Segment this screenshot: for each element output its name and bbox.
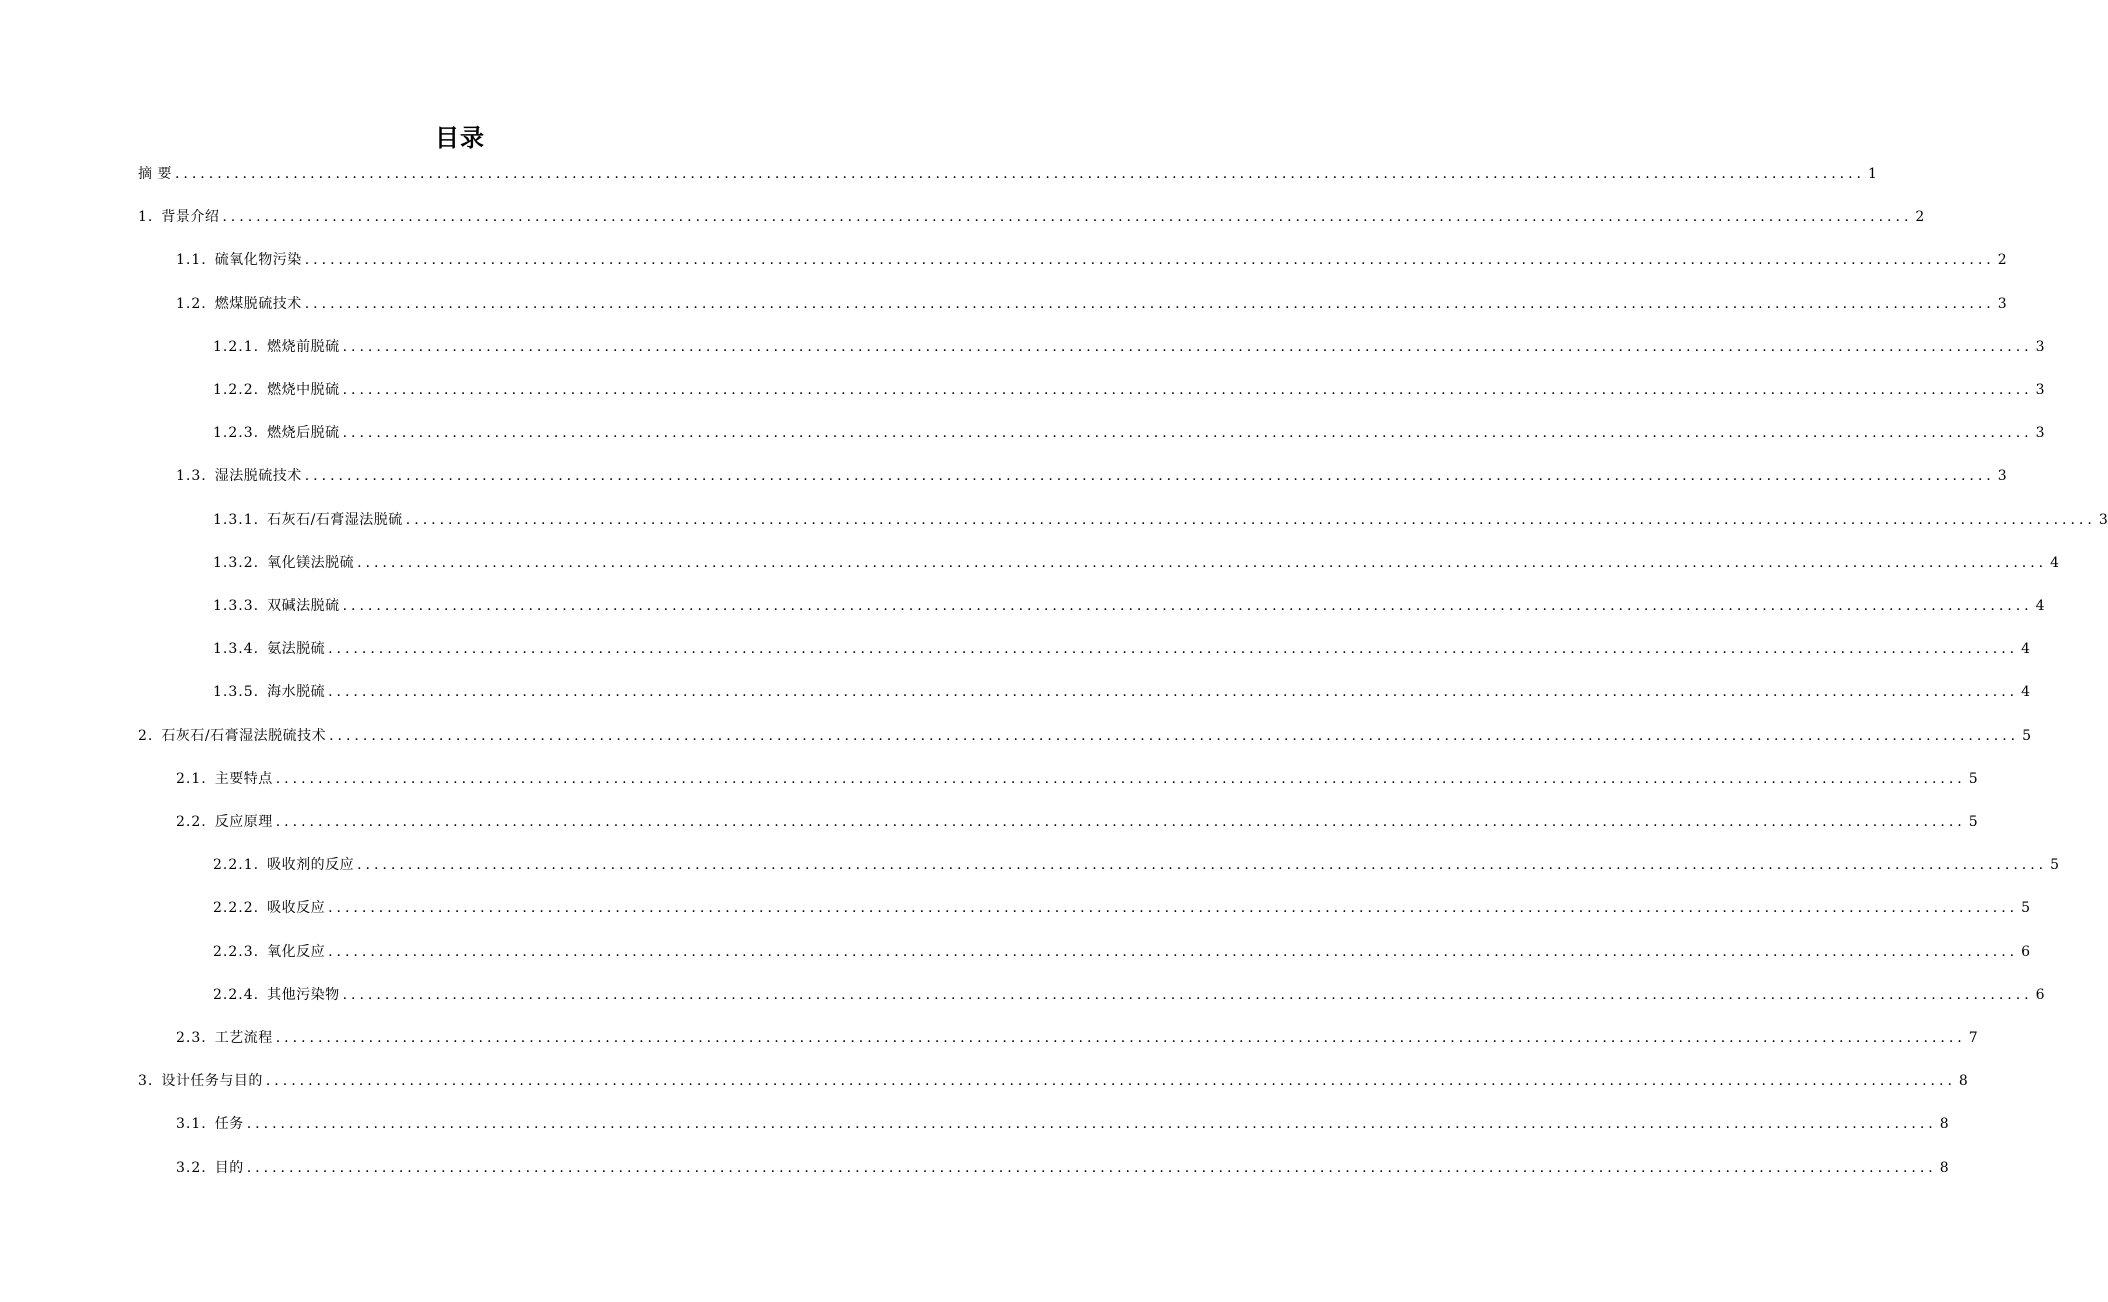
toc-dot-leader: ........................................................................................................................................................................................................ <box>265 1073 1956 1090</box>
toc-entry-page-number: 4 <box>2050 554 2060 571</box>
toc-entry[interactable] <box>176 812 1978 832</box>
toc-entry-title: 燃烧后脱硫 <box>267 425 340 442</box>
toc-entry-title: 主要特点 <box>214 770 273 787</box>
toc-entry[interactable] <box>176 294 2007 314</box>
toc-entry-page-number: 5 <box>1968 770 1978 787</box>
toc-entry-number: 1.3. <box>176 468 207 485</box>
toc-entry[interactable] <box>138 164 1877 184</box>
toc-entry-number: 2.3. <box>176 1030 207 1046</box>
toc-entry-number: 2.2. <box>176 814 207 830</box>
toc-entry-title: 燃烧中脱硫 <box>267 382 340 398</box>
toc-entry-page-number: 8 <box>1958 1073 1968 1090</box>
toc-entry-title: 目的 <box>214 1159 244 1176</box>
toc-entry-page-number: 3 <box>2035 338 2045 355</box>
toc-entry[interactable] <box>176 1028 1978 1048</box>
toc-entry[interactable] <box>176 1158 1949 1178</box>
toc-dot-leader: ........................................................................................................................................................................................................ <box>246 1116 1937 1133</box>
toc-entry-number: 1.2.1. <box>213 338 260 355</box>
toc-entry[interactable] <box>176 769 1978 789</box>
toc-entry-title: 工艺流程 <box>214 1030 273 1046</box>
toc-entry-number: 3.2. <box>176 1159 207 1176</box>
toc-entry[interactable] <box>213 855 2060 875</box>
toc-entry[interactable] <box>138 207 1925 227</box>
toc-dot-leader: ........................................................................................................................................................................................................ <box>342 425 2033 442</box>
toc-dot-leader: ........................................................................................................................................................................................................ <box>222 209 1913 226</box>
toc-dot-leader: ........................................................................................................................................................................................................ <box>304 295 1995 312</box>
toc-entry[interactable] <box>213 898 2031 918</box>
toc-dot-leader: ........................................................................................................................................................................................................ <box>329 727 2020 744</box>
toc-entry-title: 摘 要 <box>138 166 172 182</box>
toc-entry-title: 背景介绍 <box>161 209 220 226</box>
toc-entry-page-number: 3 <box>2035 425 2045 442</box>
toc-entry-number: 2.2.1. <box>213 857 260 874</box>
toc-entry-page-number: 7 <box>1968 1030 1978 1046</box>
toc-dot-leader: ........................................................................................................................................................................................................ <box>275 814 1966 830</box>
toc-entry-title: 双碱法脱硫 <box>267 598 340 614</box>
toc-entry-page-number: 2 <box>1915 209 1925 226</box>
toc-entry-page-number: 4 <box>2021 684 2031 701</box>
toc-entry[interactable] <box>213 553 2060 573</box>
toc-entry-page-number: 4 <box>2021 641 2031 658</box>
toc-entry-title: 任务 <box>214 1116 244 1133</box>
toc-entry-title: 氧化镁法脱硫 <box>267 554 355 571</box>
toc-entry[interactable] <box>176 1114 1949 1134</box>
toc-dot-leader: ........................................................................................................................................................................................................ <box>246 1159 1937 1176</box>
toc-dot-leader: ........................................................................................................................................................................................................ <box>357 554 2048 571</box>
toc-dot-leader: ........................................................................................................................................................................................................ <box>342 338 2033 355</box>
toc-entry-page-number: 4 <box>2035 598 2045 614</box>
toc-entry-number: 1.1. <box>176 252 207 269</box>
toc-dot-leader: ........................................................................................................................................................................................................ <box>304 468 1995 485</box>
toc-dot-leader: ........................................................................................................................................................................................................ <box>275 770 1966 787</box>
toc-dot-leader: ........................................................................................................................................................................................................ <box>342 382 2033 398</box>
toc-entry-title: 氨法脱硫 <box>267 641 326 658</box>
toc-dot-leader: ........................................................................................................................................................................................................ <box>342 598 2033 614</box>
toc-entry-number: 2.2.4. <box>213 986 260 1003</box>
toc-entry[interactable] <box>213 942 2031 962</box>
toc-dot-leader: ........................................................................................................................................................................................................ <box>275 1030 1966 1046</box>
toc-entry-page-number: 3 <box>1997 468 2007 485</box>
toc-entry[interactable] <box>213 639 2031 659</box>
toc-entry-number: 2. <box>138 727 154 744</box>
toc-entry-title: 石灰石/石膏湿法脱硫 <box>267 511 403 528</box>
toc-entry-page-number: 8 <box>1939 1116 1949 1133</box>
toc-entry-title: 燃煤脱硫技术 <box>214 295 302 312</box>
page-title: 目录 <box>435 124 485 152</box>
toc-entry[interactable] <box>213 596 2045 616</box>
toc-dot-leader: ........................................................................................................................................................................................................ <box>405 511 2096 528</box>
toc-entry-page-number: 8 <box>1939 1159 1949 1176</box>
toc-entry-page-number: 5 <box>2050 857 2060 874</box>
toc-entry[interactable] <box>138 1071 1968 1091</box>
toc-entry[interactable] <box>213 682 2031 702</box>
toc-entry-number: 1.3.4. <box>213 641 260 658</box>
toc-entry-number: 1. <box>138 209 154 226</box>
toc-dot-leader: ........................................................................................................................................................................................................ <box>328 641 2019 658</box>
toc-dot-leader: ........................................................................................................................................................................................................ <box>357 857 2048 874</box>
toc-entry-number: 2.2.3. <box>213 943 260 960</box>
toc-entry-number: 1.2. <box>176 295 207 312</box>
toc-entry-title: 石灰石/石膏湿法脱硫技术 <box>161 727 327 744</box>
toc-entry-title: 其他污染物 <box>267 986 340 1003</box>
toc-entry-number: 2.1. <box>176 770 207 787</box>
toc-dot-leader: ........................................................................................................................................................................................................ <box>174 166 1865 182</box>
toc-entry-number: 1.3.1. <box>213 511 260 528</box>
toc-entry[interactable] <box>138 726 2032 746</box>
toc-entry-page-number: 3 <box>2035 382 2045 398</box>
toc-entry-number: 3.1. <box>176 1116 207 1133</box>
toc-entry-page-number: 6 <box>2035 986 2045 1003</box>
toc-entry-number: 1.3.5. <box>213 684 260 701</box>
toc-entry-title: 海水脱硫 <box>267 684 326 701</box>
toc-dot-leader: ........................................................................................................................................................................................................ <box>328 943 2019 960</box>
toc-entry[interactable] <box>213 380 2045 400</box>
toc-entry-number: 2.2.2. <box>213 900 260 917</box>
toc-entry-title: 吸收剂的反应 <box>267 857 355 874</box>
toc-entry-page-number: 5 <box>2022 727 2032 744</box>
toc-entry-number: 1.3.2. <box>213 554 260 571</box>
toc-entry-page-number: 6 <box>2021 943 2031 960</box>
toc-dot-leader: ........................................................................................................................................................................................................ <box>342 986 2033 1003</box>
toc-dot-leader: ........................................................................................................................................................................................................ <box>304 252 1995 269</box>
toc-entry-title: 吸收反应 <box>267 900 326 917</box>
toc-entry[interactable] <box>176 466 2007 486</box>
toc-entry-number: 1.3.3. <box>213 598 260 614</box>
toc-entry-page-number: 3 <box>1997 295 2007 312</box>
toc-entry-page-number: 3 <box>2098 511 2108 528</box>
toc-entry-number: 1.2.2. <box>213 382 260 398</box>
toc-entry-title: 氧化反应 <box>267 943 326 960</box>
toc-entry[interactable] <box>213 337 2045 357</box>
toc-entry[interactable] <box>213 985 2045 1005</box>
toc-entry[interactable] <box>213 423 2045 443</box>
toc-entry-number: 3. <box>138 1073 154 1090</box>
toc-entry-title: 设计任务与目的 <box>161 1073 263 1090</box>
toc-entry[interactable] <box>213 510 2108 530</box>
toc-entry-title: 湿法脱硫技术 <box>214 468 302 485</box>
toc-entry-page-number: 5 <box>1968 814 1978 830</box>
toc-entry-number: 1.2.3. <box>213 425 260 442</box>
toc-entry-title: 反应原理 <box>214 814 273 830</box>
toc-entry-title: 燃烧前脱硫 <box>267 338 340 355</box>
toc-entry[interactable] <box>176 250 2007 270</box>
toc-dot-leader: ........................................................................................................................................................................................................ <box>328 684 2019 701</box>
toc-entry-page-number: 5 <box>2021 900 2031 917</box>
toc-entry-title: 硫氧化物污染 <box>214 252 302 269</box>
toc-dot-leader: ........................................................................................................................................................................................................ <box>328 900 2019 917</box>
toc-entry-page-number: 2 <box>1997 252 2007 269</box>
toc-entry-page-number: 1 <box>1868 166 1877 182</box>
